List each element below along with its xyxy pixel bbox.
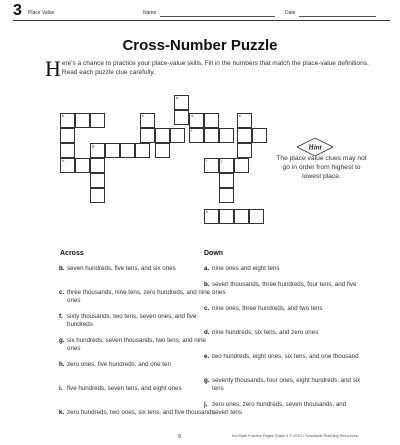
clue-text: two hundreds, eight ones, six tens, and one thousand [212, 353, 359, 360]
clue-text: three thousands, nine tens, zero hundreds, and nine ones [67, 289, 211, 304]
grid-cell[interactable] [174, 95, 189, 110]
grid-cell[interactable] [174, 110, 189, 125]
clue-item [59, 289, 217, 305]
intro-paragraph [45, 56, 380, 81]
clue-item [204, 377, 362, 393]
grid-cell[interactable] [75, 158, 90, 173]
grid-cell[interactable] [219, 188, 234, 203]
hint-diamond-icon [297, 138, 333, 156]
clue-text: seventy thousands, four ones, eight hundreds, and six tens [212, 377, 361, 392]
grid-cell[interactable] [204, 128, 219, 143]
grid-cell[interactable] [219, 128, 234, 143]
grid-cell[interactable] [90, 173, 105, 188]
grid-cell[interactable] [90, 188, 105, 203]
clue-text: seven thousands, three hundreds, four tens, and five ones [212, 281, 357, 296]
intro-text: ere's a chance to practice your place-value skills. Fill in the numbers that match the place-value definitions. Read each puzzle clue carefully. [61, 60, 369, 76]
clue-letter: f. [59, 313, 63, 320]
clue-item [204, 305, 362, 313]
clue-label-b: b. [62, 114, 65, 118]
clue-item [59, 361, 217, 369]
grid-cell[interactable] [234, 158, 249, 173]
clue-letter: a. [204, 265, 210, 272]
grid-cell[interactable] [140, 128, 155, 143]
grid-cell[interactable] [60, 128, 75, 143]
drop-cap: H [45, 56, 61, 81]
clue-label-f: f. [191, 129, 193, 133]
hint-icon-label: Hint [308, 143, 322, 152]
unit-number: 3 [13, 2, 22, 19]
clue-item [59, 265, 217, 273]
footer-credit: Kid Math Practice Pages Grade 4 © 2010 • Scholastic Teaching Resources [232, 434, 358, 438]
grid-cell[interactable] [252, 128, 267, 143]
grid-cell[interactable] [189, 128, 204, 143]
clue-text: six hundreds, seven thousands, two tens, and nine ones [67, 337, 206, 352]
header-rule [13, 20, 390, 21]
clue-item [59, 337, 217, 353]
clue-label-d: d. [191, 114, 194, 118]
grid-cell[interactable] [60, 158, 75, 173]
unit-subtitle: Place Value [28, 10, 55, 16]
name-label: Name [143, 10, 157, 16]
clue-letter: j. [204, 401, 208, 408]
clue-item [204, 401, 362, 417]
clue-label-e: e. [239, 114, 242, 118]
clue-label-i: i. [206, 159, 208, 163]
clue-item [204, 281, 362, 297]
clue-text: nine ones, three hundreds, and two tens [212, 305, 323, 312]
grid-cell[interactable] [249, 209, 264, 224]
grid-cell[interactable] [105, 143, 120, 158]
clue-letter: h. [59, 361, 65, 368]
clue-text: zero ones, zero hundreds, seven thousands, and seven tens [212, 401, 347, 416]
grid-cell[interactable] [90, 113, 105, 128]
grid-cell[interactable] [204, 113, 219, 128]
clue-label-j: j. [221, 159, 223, 163]
grid-cell[interactable] [90, 158, 105, 173]
clue-item [204, 265, 362, 273]
clue-item [59, 409, 217, 417]
grid-cell[interactable] [204, 158, 219, 173]
clue-letter: c. [204, 305, 210, 312]
clue-label-h: h. [62, 159, 65, 163]
clue-letter: b. [204, 281, 210, 288]
clue-letter: g. [204, 377, 210, 384]
grid-cell[interactable] [135, 143, 150, 158]
clue-label-g: g. [92, 144, 95, 148]
date-label: Date [285, 10, 296, 16]
grid-cell[interactable] [219, 158, 234, 173]
name-field[interactable] [160, 16, 275, 17]
clue-label-c: c. [142, 114, 145, 118]
clue-text: sixty thousands, two tens, seven ones, and five hundreds [67, 313, 197, 328]
grid-cell[interactable] [90, 143, 105, 158]
grid-cell[interactable] [155, 143, 170, 158]
grid-cell[interactable] [234, 209, 249, 224]
clue-label-a: a. [176, 96, 179, 100]
clue-text: five hundreds, seven tens, and eight ones [67, 385, 182, 392]
grid-cell[interactable] [204, 209, 219, 224]
clue-item [204, 329, 362, 337]
clue-label-k: k. [206, 210, 209, 214]
clue-text: zero hundreds, two ones, six tens, and five thousands [67, 409, 215, 416]
grid-cell[interactable] [219, 173, 234, 188]
grid-cell[interactable] [60, 113, 75, 128]
grid-cell[interactable] [155, 128, 170, 143]
across-heading: Across [60, 250, 84, 257]
clue-letter: b. [59, 265, 65, 272]
grid-cell[interactable] [237, 143, 252, 158]
down-heading: Down [204, 250, 224, 257]
grid-cell[interactable] [140, 113, 155, 128]
grid-cell[interactable] [170, 128, 185, 143]
clue-text: seven hundreds, five tens, and six ones [67, 265, 176, 272]
clue-text: nine hundreds, six tens, and zero ones [212, 329, 319, 336]
clue-letter: e. [204, 353, 210, 360]
grid-cell[interactable] [120, 143, 135, 158]
clue-item [59, 385, 217, 393]
clue-text: zero ones, five hundreds, and one ten [67, 361, 171, 368]
date-field[interactable] [299, 16, 376, 17]
clue-letter: g. [59, 337, 65, 344]
grid-cell[interactable] [237, 128, 252, 143]
grid-cell[interactable] [237, 113, 252, 128]
grid-cell[interactable] [75, 113, 90, 128]
clue-item [59, 313, 217, 329]
page-title: Cross-Number Puzzle [122, 37, 278, 54]
clue-letter: d. [204, 329, 210, 336]
clue-item [204, 353, 362, 361]
grid-cell[interactable] [189, 113, 204, 128]
page-number: 9 [178, 434, 181, 440]
grid-cell[interactable] [219, 209, 234, 224]
clue-letter: k. [59, 409, 65, 416]
grid-cell[interactable] [60, 143, 75, 158]
hint-text: The place value clues may not go in order from highest to lowest place. [276, 155, 367, 180]
clue-letter: i. [59, 385, 63, 392]
clue-letter: c. [59, 289, 65, 296]
clue-text: nine ones and eight tens [212, 265, 280, 272]
